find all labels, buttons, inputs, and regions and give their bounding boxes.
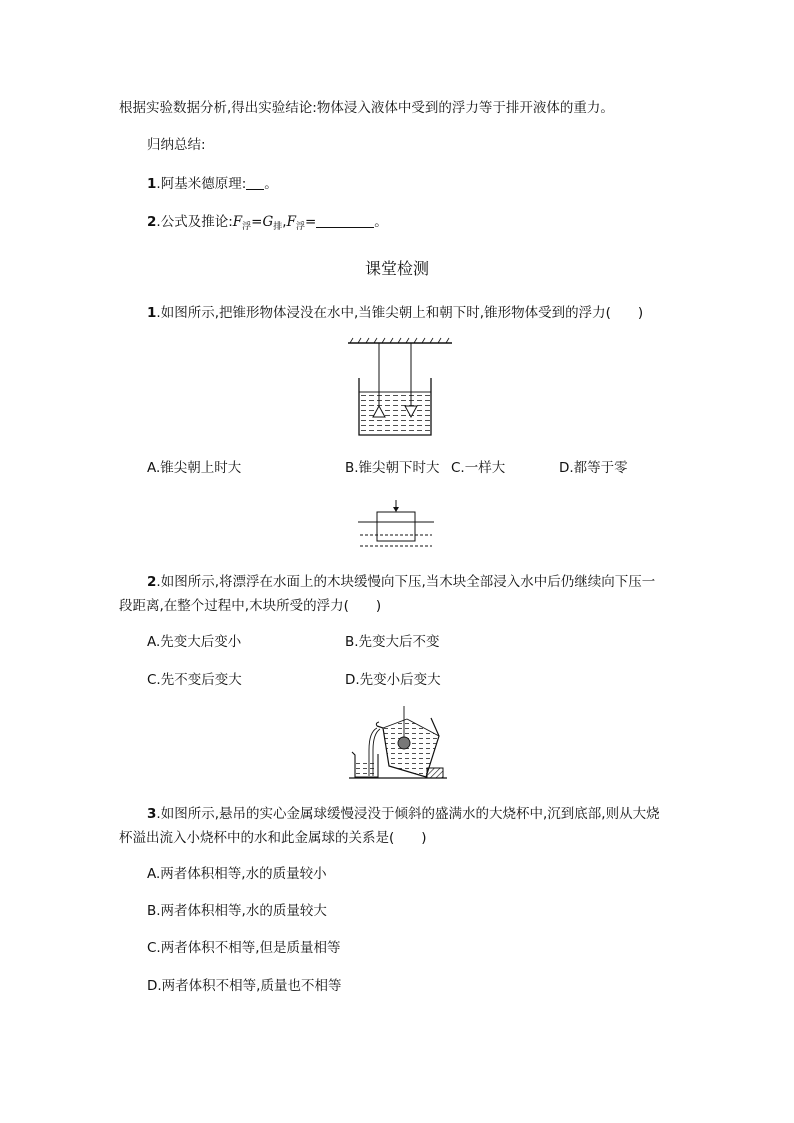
question-text: .如图所示,将漂浮在水面上的木块缓慢向下压,当木块全部浸入水中后仍继续向下压一 [156, 574, 656, 590]
q1-option-a[interactable]: A.锥尖朝上时大 [147, 460, 242, 476]
summary-label: 归纳总结: [147, 137, 206, 153]
question-3-stem-line1 [147, 802, 660, 826]
tilted-beaker-figure [349, 706, 449, 780]
summary-item-2 [147, 212, 388, 237]
question-text: .如图所示,把锥形物体浸没在水中,当锥尖朝上和朝下时,锥形物体受到的浮力( ) [156, 305, 644, 321]
formula-F: F [232, 214, 243, 230]
q2-option-c[interactable]: C.先不变后变大 [147, 672, 242, 688]
formula-comma: , [282, 214, 287, 230]
q3-option-a[interactable]: A.两者体积相等,水的质量较小 [147, 866, 327, 882]
q2-option-d[interactable]: D.先变小后变大 [345, 672, 441, 688]
summary-item-1 [147, 174, 278, 194]
formula-eq-2: = [304, 214, 317, 230]
question-number: 2 [147, 574, 157, 590]
q1-option-c[interactable]: C.一样大 [451, 460, 506, 476]
question-number: 3 [147, 806, 157, 822]
item-text: .阿基米德原理: [156, 176, 247, 192]
item-number: 1 [147, 176, 157, 192]
item-number: 2 [147, 214, 157, 230]
q3-option-c[interactable]: C.两者体积不相等,但是质量相等 [147, 940, 341, 956]
question-1-stem [147, 303, 643, 323]
section-title: 课堂检测 [364, 259, 429, 278]
formula-G: G [262, 214, 274, 230]
question-3-stem-line2: 杯溢出流入小烧杯中的水和此金属球的关系是( ) [119, 830, 427, 846]
formula-sub-fu: 浮 [242, 222, 252, 232]
item-text: .公式及推论: [156, 214, 233, 230]
q3-option-d[interactable]: D.两者体积不相等,质量也不相等 [147, 978, 342, 994]
q2-option-b[interactable]: B.先变大后不变 [345, 634, 440, 650]
q1-option-b[interactable]: B.锥尖朝下时大 [345, 460, 440, 476]
q3-option-b[interactable]: B.两者体积相等,水的质量较大 [147, 903, 327, 919]
item-end: 。 [374, 214, 388, 230]
question-number: 1 [147, 305, 157, 321]
q2-option-a[interactable]: A.先变大后变小 [147, 634, 242, 650]
q1-option-d[interactable]: D.都等于零 [559, 460, 628, 476]
cone-figure [345, 338, 455, 438]
formula-eq: = [251, 214, 263, 230]
answer-blank[interactable] [316, 213, 374, 228]
item-end: 。 [264, 176, 278, 192]
conclusion-text: 根据实验数据分析,得出实验结论:物体浸入液体中受到的浮力等于排开液体的重力。 [119, 100, 614, 116]
formula-F-2: F [286, 214, 296, 230]
answer-blank[interactable] [246, 175, 264, 190]
formula-sub-fu-2: 浮 [295, 222, 305, 232]
question-2-stem-line2: 段距离,在整个过程中,木块所受的浮力( ) [119, 598, 382, 614]
question-2-stem-line1 [147, 570, 655, 594]
question-text: .如图所示,悬吊的实心金属球缓慢浸没于倾斜的盛满水的大烧杯中,沉到底部,则从大烧 [156, 806, 660, 822]
formula-sub-pai: 排 [273, 222, 283, 232]
wood-block-figure [358, 500, 440, 550]
